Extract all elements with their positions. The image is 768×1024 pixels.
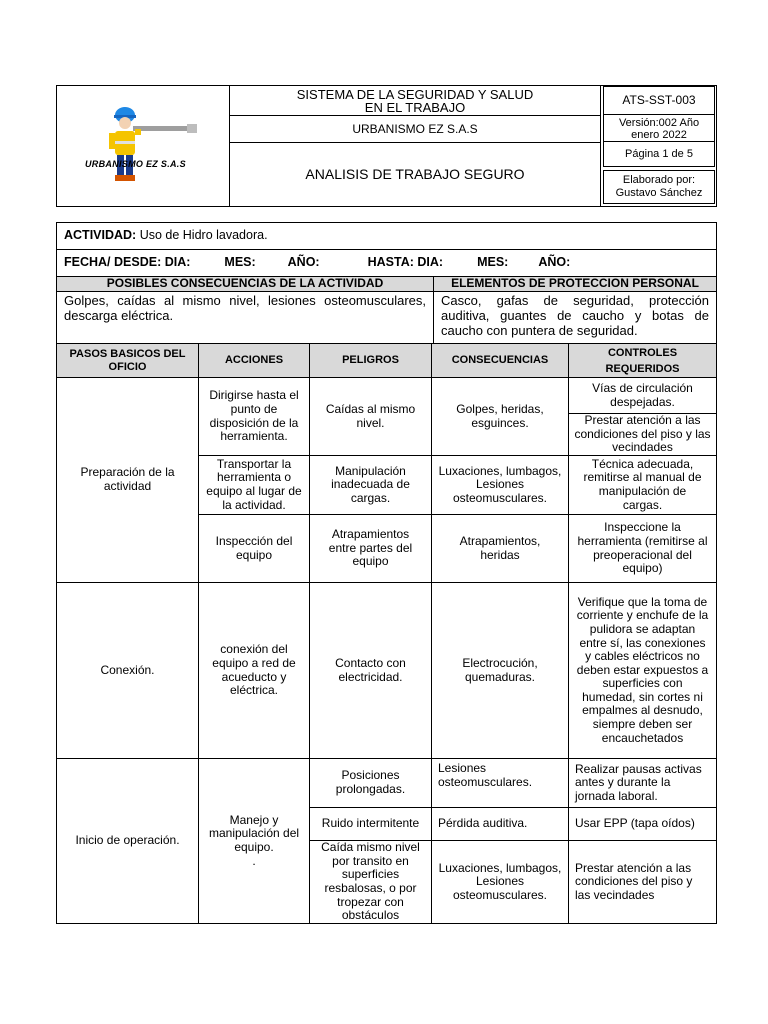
row6-control: Usar EPP (tapa oídos) bbox=[575, 816, 695, 831]
consequences-text: Golpes, caídas al mismo nivel, lesiones osteomusculares, descarga eléctrica. bbox=[64, 293, 426, 323]
row1-hazard: Caídas al mismo nivel. bbox=[325, 401, 416, 430]
row5-consequence: Lesiones osteomusculares. bbox=[438, 761, 533, 789]
from-label: FECHA/ DESDE: DIA: bbox=[64, 255, 191, 270]
ats-table bbox=[56, 222, 717, 924]
row4-control: Verifique que la toma de corriente y enchufe de la pulidora se adaptan entre sí, las conexiones y cables eléctricos no deben estar expuestos a superficies con humedad, sin cortes ni empalmes al desnudo, siempre deben ser encauchetados bbox=[576, 594, 709, 745]
document-version bbox=[603, 115, 715, 142]
row4-action: conexión del equipo a red de acueducto y eléctrica. bbox=[212, 642, 296, 698]
row6-consequence: Pérdida auditiva. bbox=[438, 816, 528, 831]
step-preparation: Preparación de la actividad bbox=[80, 465, 175, 493]
row5-action-text: Manejo y manipulación del equipo. bbox=[208, 812, 300, 854]
step-start-operation: Inicio de operación. bbox=[75, 833, 180, 848]
col-header-hazards: PELIGROS bbox=[310, 344, 431, 377]
document-header bbox=[56, 85, 717, 207]
system-title-line1: SISTEMA DE LA SEGURIDAD Y SALUD bbox=[296, 86, 534, 102]
row2-hazard: Manipulación inadecuada de cargas. bbox=[331, 463, 410, 505]
row4-hazard: Contacto con electricidad. bbox=[335, 655, 406, 684]
row3-control: Inspeccione la herramienta (remitirse al preoperacional del equipo) bbox=[577, 520, 708, 576]
ppe-text: Casco, gafas de seguridad, protección auditiva, guantes de caucho y botas de caucho con puntera de seguridad. bbox=[441, 293, 709, 338]
row3-consequence: Atrapamientos, heridas bbox=[459, 533, 541, 562]
system-title-line2: EN EL TRABAJO bbox=[364, 99, 466, 115]
row5-hazard: Posiciones prolongadas. bbox=[335, 768, 406, 796]
row1-consequence: Golpes, heridas, esguinces. bbox=[456, 401, 544, 430]
row2-control: Técnica adecuada, remitirse al manual de manipulación de cargas. bbox=[583, 456, 702, 512]
to-month: MES: bbox=[477, 255, 509, 270]
row4-consequence: Electrocución, quemaduras. bbox=[462, 655, 538, 684]
row7-consequence: Luxaciones, lumbagos, Lesiones osteomusculares. bbox=[438, 860, 562, 902]
row5-action bbox=[199, 759, 309, 923]
consequences-header: POSIBLES CONSECUENCIAS DE LA ACTIVIDAD bbox=[57, 277, 433, 291]
row2-action: Transportar la herramienta o equipo al lugar de la actividad. bbox=[206, 456, 302, 512]
from-year: AÑO: bbox=[287, 255, 320, 270]
company-logo bbox=[57, 86, 229, 206]
page-number: Página 1 de 5 bbox=[625, 148, 693, 160]
worker-icon bbox=[83, 101, 203, 191]
row7-control: Prestar atención a las condiciones del piso y las vecindades bbox=[575, 860, 693, 902]
col-header-steps: PASOS BASICOS DEL OFICIO bbox=[57, 344, 198, 377]
row2-consequence: Luxaciones, lumbagos, Lesiones osteomusculares. bbox=[438, 463, 562, 505]
row5-action-dot: . bbox=[252, 853, 256, 868]
row3-action: Inspección del equipo bbox=[215, 533, 293, 562]
col-header-actions: ACCIONES bbox=[199, 344, 309, 377]
activity-value: Uso de Hidro lavadora. bbox=[139, 228, 268, 243]
company-name: URBANISMO EZ S.A.S bbox=[352, 121, 478, 136]
prepared-by bbox=[603, 170, 715, 204]
ppe-header: ELEMENTOS DE PROTECCION PERSONAL bbox=[434, 277, 716, 291]
dates-row bbox=[57, 250, 716, 276]
row7-hazard: Caída mismo nivel por transito en superficies resbalosas, o por tropezar con obstáculos bbox=[321, 840, 420, 923]
row6-hazard: Ruido intermitente bbox=[321, 816, 420, 831]
document-code: ATS-SST-003 bbox=[622, 93, 696, 107]
to-label: HASTA: DIA: bbox=[367, 255, 444, 270]
step-connection: Conexión. bbox=[100, 662, 155, 677]
prepared-name: Gustavo Sánchez bbox=[615, 187, 703, 199]
col-header-controls: CONTROLES REQUERIDOS bbox=[569, 344, 716, 377]
prepared-label: Elaborado por: bbox=[622, 174, 696, 186]
version-line1: Versión:002 Año bbox=[618, 116, 700, 129]
activity-row bbox=[57, 223, 716, 249]
row1-control-a: Vías de circulación despejadas. bbox=[592, 380, 693, 409]
to-year: AÑO: bbox=[538, 255, 571, 270]
row3-hazard: Atrapamientos entre partes del equipo bbox=[328, 527, 413, 569]
system-title bbox=[230, 86, 600, 115]
row1-action: Dirigirse hasta el punto de disposición de la herramienta. bbox=[209, 388, 299, 444]
version-line2: enero 2022 bbox=[631, 128, 687, 141]
document-title: ANALISIS DE TRABAJO SEGURO bbox=[305, 166, 525, 182]
from-month: MES: bbox=[224, 255, 256, 270]
row5-control: Realizar pausas activas antes y durante la jornada laboral. bbox=[575, 761, 702, 803]
col-header-consequences: CONSECUENCIAS bbox=[432, 344, 568, 377]
row1-control-b: Prestar atención a las condiciones del piso y las vecindades bbox=[574, 413, 711, 455]
activity-label: ACTIVIDAD: bbox=[64, 228, 137, 243]
logo-text: URBANISMO EZ S.A.S bbox=[85, 159, 186, 169]
